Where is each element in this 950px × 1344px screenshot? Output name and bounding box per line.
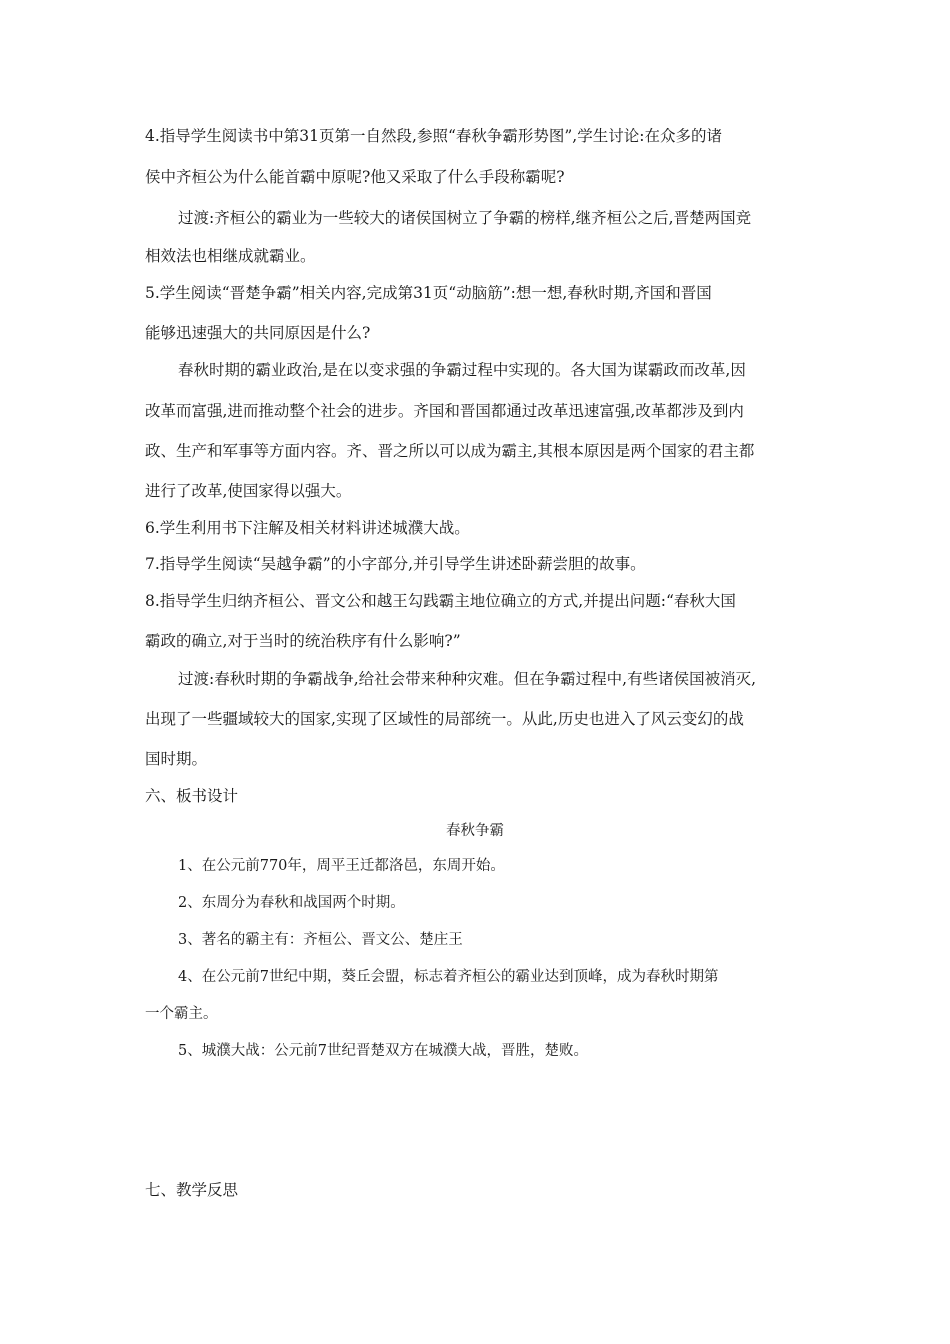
transition-1-line-2: 相效法也相继成就霸业。 [145,247,316,265]
board-item-2: 2、东周分为春秋和战国两个时期。 [178,895,405,911]
answer-line-2: 改革而富强,进而推动整个社会的进步。齐国和晋国都通过改革迅速富强,改革都涉及到内 [145,402,744,420]
transition-2-line-2: 出现了一些疆域较大的国家,实现了区域性的局部统一。从此,历史也进入了风云变幻的战 [145,710,744,728]
paragraph-6: 6.学生利用书下注解及相关材料讲述城濮大战。 [145,519,470,537]
paragraph-7: 7.指导学生阅读“吴越争霸”的小字部分,并引导学生讲述卧薪尝胆的故事。 [145,555,646,573]
board-item-4-line-1: 4、在公元前7世纪中期，葵丘会盟，标志着齐桓公的霸业达到顶峰，成为春秋时期第 [178,969,719,985]
answer-line-4: 进行了改革,使国家得以强大。 [145,482,352,500]
transition-2-line-1: 过渡:春秋时期的争霸战争,给社会带来种种灾难。但在争霸过程中,有些诸侯国被消灭, [178,670,757,688]
answer-line-1: 春秋时期的霸业政治,是在以变求强的争霸过程中实现的。各大国为谋霸政而改革,因 [178,361,746,379]
board-item-3: 3、著名的霸主有：齐桓公、晋文公、楚庄王 [178,932,463,948]
paragraph-4-line-2: 侯中齐桓公为什么能首霸中原呢?他又采取了什么手段称霸呢? [145,168,565,186]
paragraph-8-line-1: 8.指导学生归纳齐桓公、晋文公和越王勾践霸主地位确立的方式,并提出问题:“春秋大国 [145,592,736,610]
section-7-heading: 七、教学反思 [145,1181,239,1199]
answer-line-3: 政、生产和军事等方面内容。齐、晋之所以可以成为霸主,其根本原因是两个国家的君主都 [145,442,755,460]
paragraph-4-line-1: 4.指导学生阅读书中第31页第一自然段,参照“春秋争霸形势图”,学生讨论:在众多的诸 [145,127,722,145]
paragraph-8-line-2: 霸政的确立,对于当时的统治秩序有什么影响?” [145,632,461,650]
transition-1-line-1: 过渡:齐桓公的霸业为一些较大的诸侯国树立了争霸的榜样,继齐桓公之后,晋楚两国竞 [178,209,752,227]
paragraph-5-line-2: 能够迅速强大的共同原因是什么? [145,324,371,342]
board-title: 春秋争霸 [446,823,504,839]
board-item-5: 5、城濮大战：公元前7世纪晋楚双方在城濮大战，晋胜，楚败。 [178,1043,588,1059]
paragraph-5-line-1: 5.学生阅读“晋楚争霸”相关内容,完成第31页“动脑筋”:想一想,春秋时期,齐国和晋国 [145,284,712,302]
transition-2-line-3: 国时期。 [145,750,208,768]
section-6-heading: 六、板书设计 [145,787,239,805]
board-item-1: 1、在公元前770年，周平王迁都洛邑，东周开始。 [178,858,505,874]
board-item-4-line-2: 一个霸主。 [145,1006,218,1022]
